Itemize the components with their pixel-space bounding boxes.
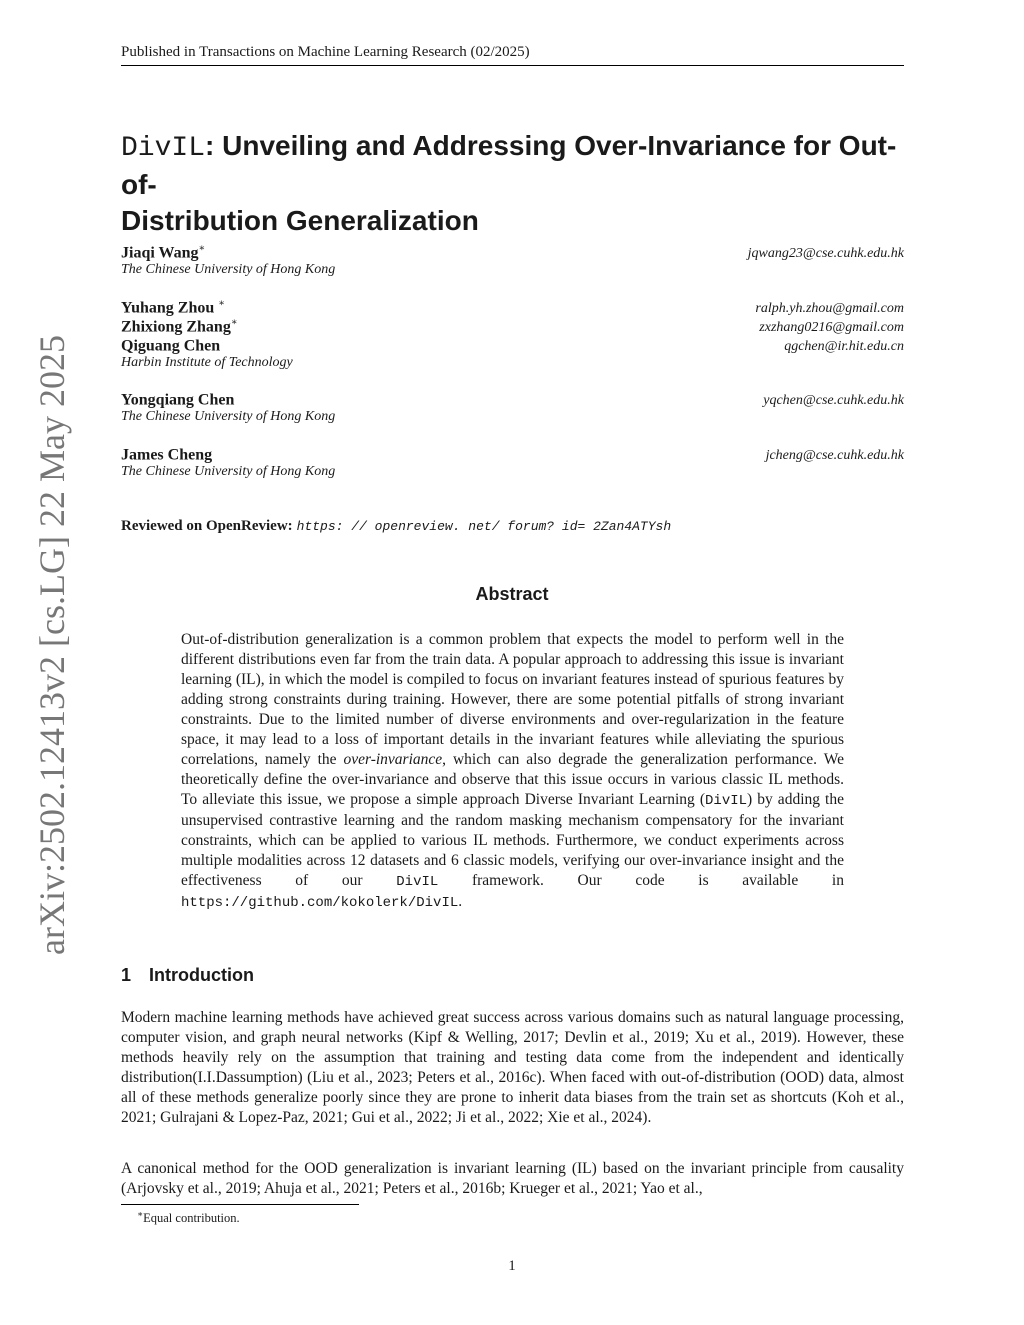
author-group-4 [121, 445, 904, 483]
author-group-1 [121, 243, 904, 281]
author-email[interactable]: yqchen@cse.cuhk.edu.hk [763, 393, 904, 409]
author-name: Jiaqi Wang∗ [121, 243, 206, 262]
github-link[interactable]: https://github.com/kokolerk/DivIL [181, 895, 459, 911]
section-heading: 1 Introduction [121, 965, 254, 985]
author-affiliation: The Chinese University of Hong Kong [121, 262, 336, 277]
author-email[interactable]: jcheng@cse.cuhk.edu.hk [765, 448, 904, 464]
author-name: Qiguang Chen [121, 337, 221, 355]
author-group-2 [121, 298, 904, 374]
title-code-name: DivIL [121, 133, 206, 164]
author-affiliation: The Chinese University of Hong Kong [121, 464, 336, 479]
title-line-2: Distribution Generalization [121, 205, 479, 236]
author-name: Zhixiong Zhang∗ [121, 317, 238, 336]
review-line [121, 518, 671, 535]
author-name: Yuhang Zhou ∗ [121, 298, 226, 317]
abstract-text: Out-of-distribution generalization is a common problem that expects the model to perform well in the different distributions even far from the train data. A popular approach to addressing this issue is invariant learning (IL), in which the model is compiled to focus on invariant features instead of spurious features by adding strong constraints during training. However, there are some potential pitfalls of strong invariant constraints. Due to the limited number of diverse environments and over-regularization in the feature space, it may lead to a loss of important details in the invariant features while alleviating the spurious correlations, namely the over-invariance, which can also degrade the generalization performance. We theoretically define the over-invariance and observe that this issue occurs in various classic IL methods. To alleviate this issue, we propose a simple approach Diverse Invariant Learning (DivIL) by adding the unsupervised contrastive learning and the random masking mechanism compensatory for the invariant constraints, which can be applied to various IL methods. Furthermore, we conduct experiments across multiple modalities across 12 datasets and 6 classic models, verifying our over-invariance insight and the effectiveness of our DivIL framework. Our code is available in https://github.com/kokolerk/DivIL. [181, 631, 844, 911]
author-name: Yongqiang Chen [121, 391, 235, 409]
paper-title [121, 128, 911, 239]
author-email[interactable]: zxzhang0216@gmail.com [759, 320, 904, 336]
author-group-3 [121, 390, 904, 428]
openreview-link[interactable]: https: // openreview. net/ forum? id= 2Zan4ATYsh [296, 519, 672, 534]
footnote-rule [121, 1204, 359, 1205]
running-head: Published in Transactions on Machine Learning Research (02/2025) [121, 44, 904, 66]
abstract-heading: Abstract [475, 584, 549, 604]
title-line-1: : Unveiling and Addressing Over-Invariance for Out-of- [121, 130, 897, 200]
author-email[interactable]: jqwang23@cse.cuhk.edu.hk [747, 246, 904, 262]
footnote: ∗Equal contribution. [137, 1209, 240, 1226]
review-label: Reviewed on OpenReview: [121, 518, 293, 534]
author-email[interactable]: ralph.yh.zhou@gmail.com [755, 301, 904, 317]
intro-paragraph-2: A canonical method for the OOD generalization is invariant learning (IL) based on the invariant principle from causality (Arjovsky et al., 2019; Ahuja et al., 2021; Peters et al., 2016b; Krueger et al., 2021; Yao et al., [121, 1160, 904, 1197]
intro-paragraph-1: Modern machine learning methods have achieved great success across various domains such as natural language processing, computer vision, and graph neural networks (Kipf & Welling, 2017; Devlin et al., 2019; Xu et al., 2019). However, these methods heavily rely on the assumption that training and testing data come from the independent and identically distribution(I.I.Dassumption) (Liu et al., 2023; Peters et al., 2016c). When faced with out-of-distribution (OOD) data, almost all of these methods generalize poorly since they are prone to inherit data biases from the train set as shortcuts (Koh et al., 2021; Gulrajani & Lopez-Paz, 2021; Gui et al., 2022; Ji et al., 2022; Xie et al., 2024). [121, 1009, 904, 1126]
arxiv-identifier: arXiv:2502.12413v2 [cs.LG] 22 May 2025 [32, 335, 72, 955]
author-name: James Cheng [121, 446, 213, 464]
author-email[interactable]: qgchen@ir.hit.edu.cn [784, 339, 904, 355]
page-number: 1 [508, 1258, 516, 1274]
author-affiliation: The Chinese University of Hong Kong [121, 409, 336, 424]
author-affiliation: Harbin Institute of Technology [121, 355, 293, 370]
